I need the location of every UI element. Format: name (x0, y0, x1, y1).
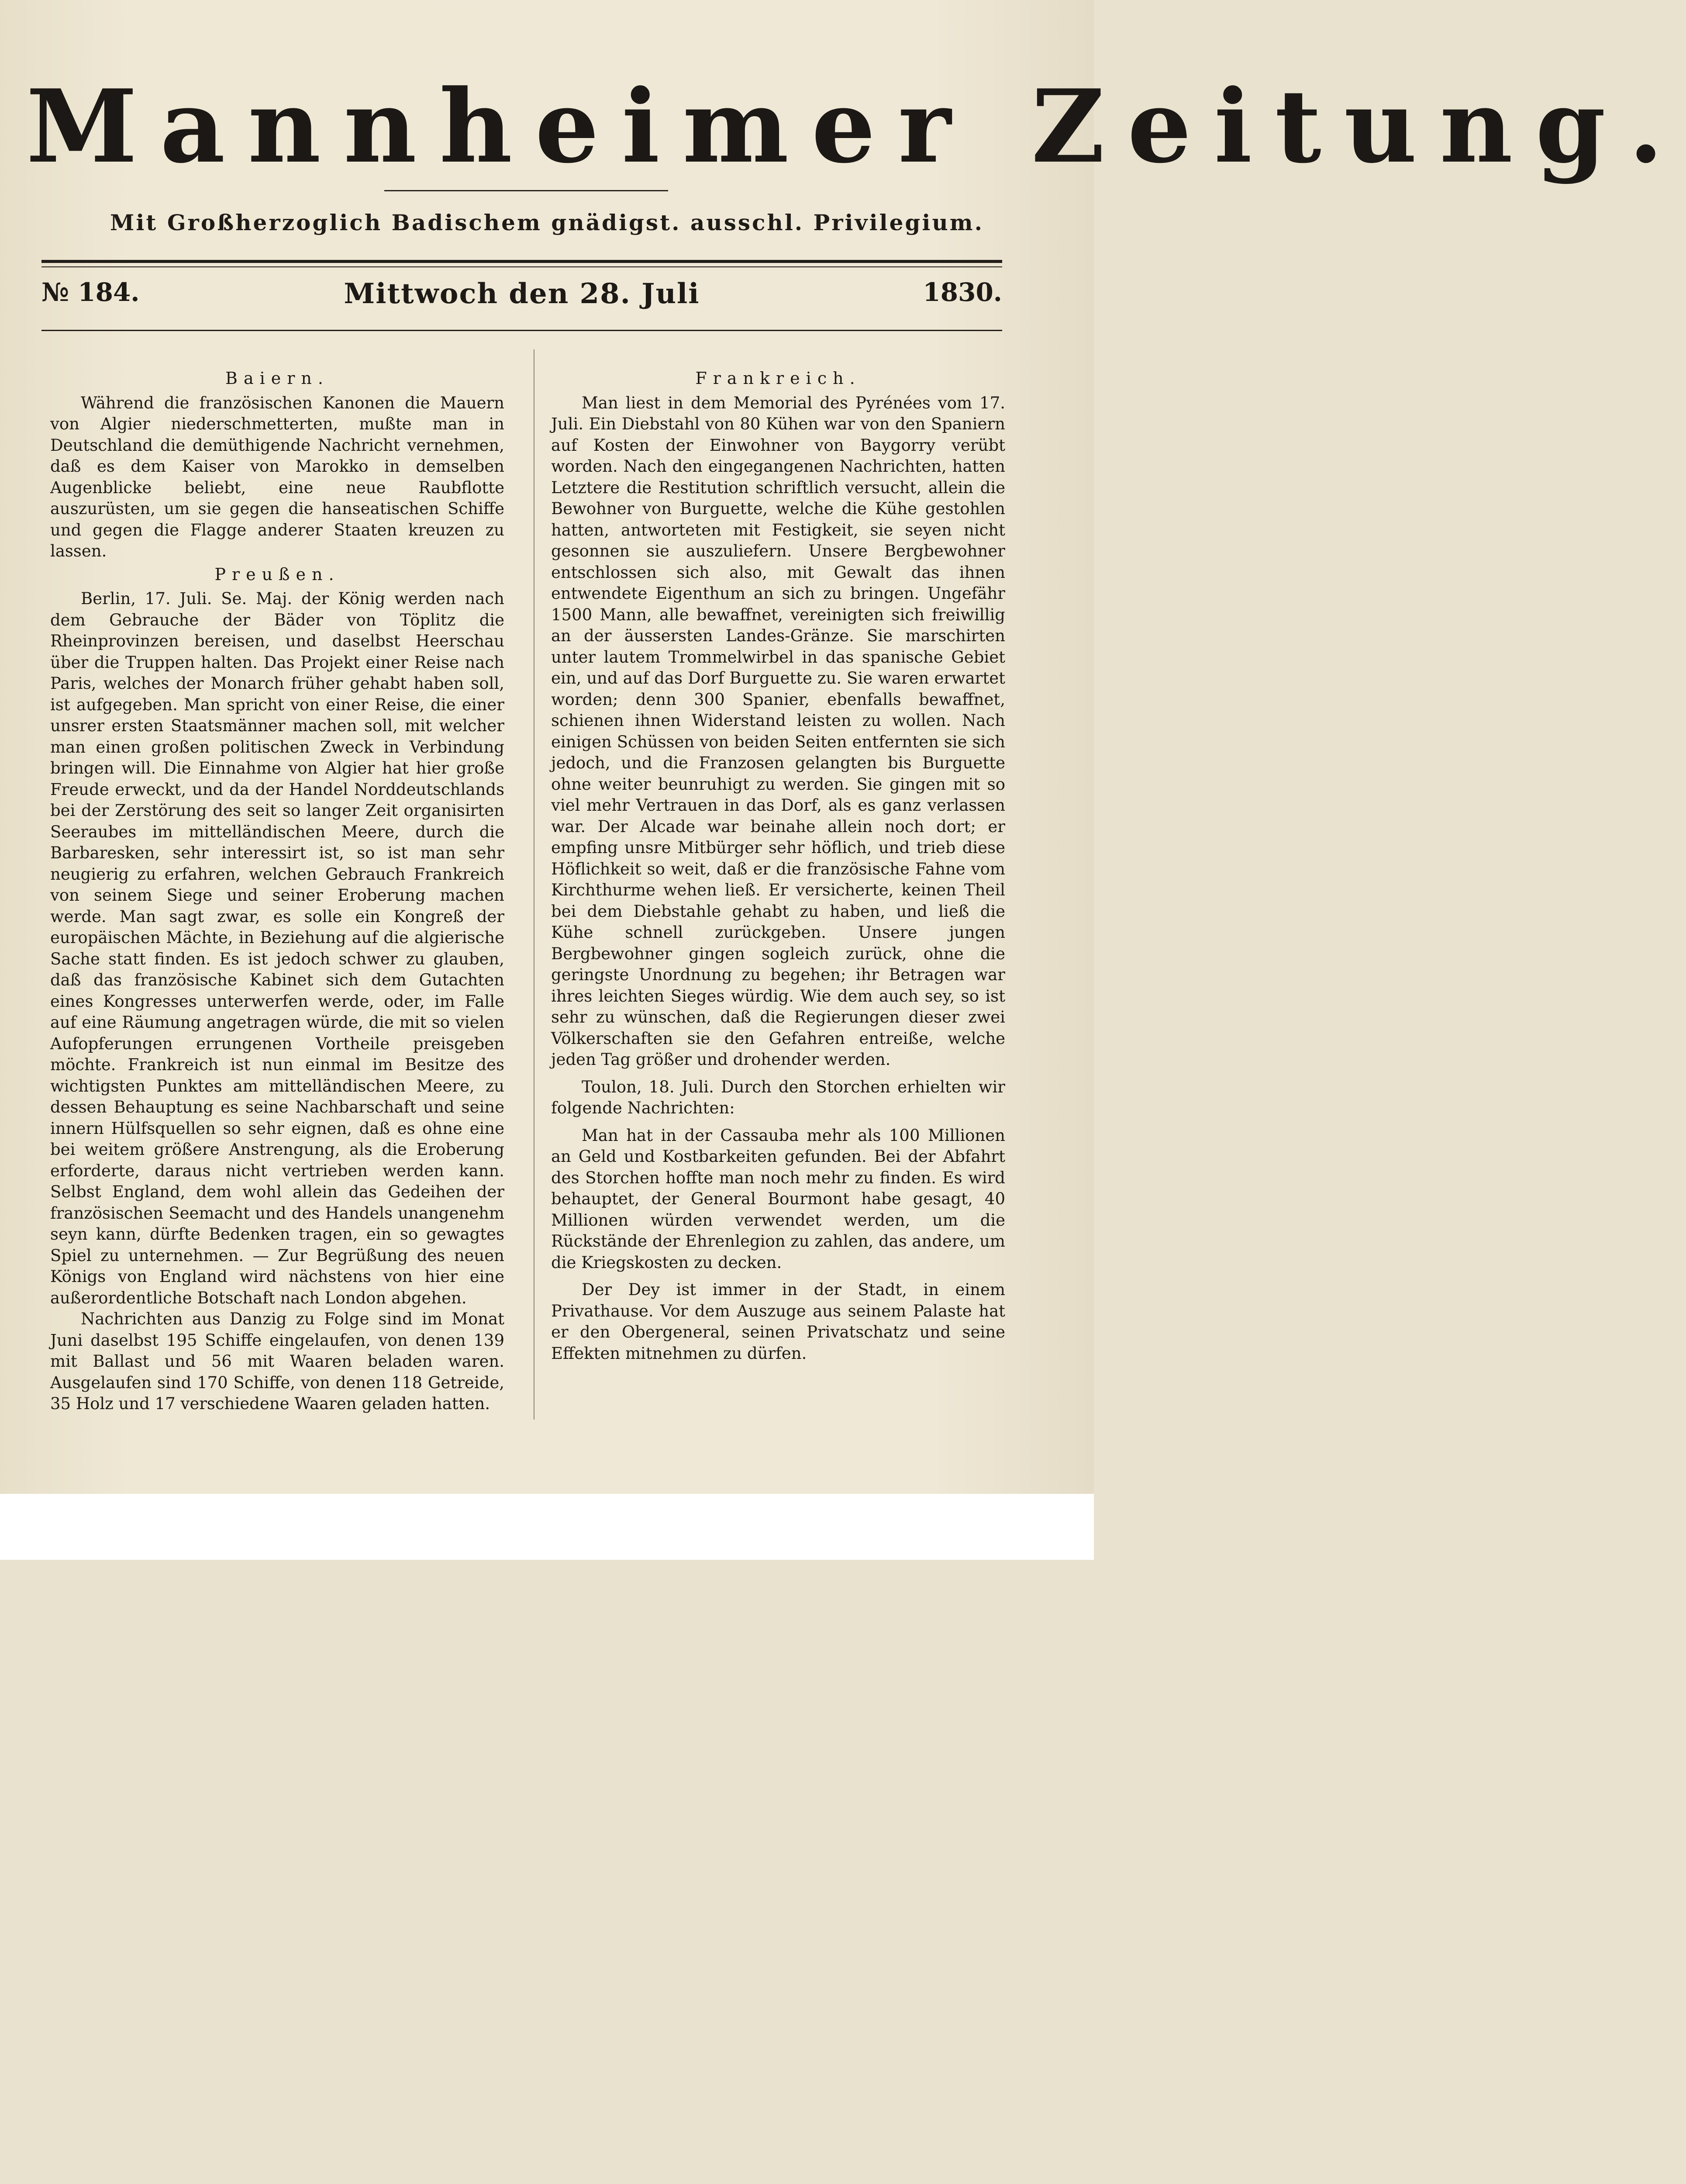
paragraph-gap (551, 1071, 1005, 1077)
paragraph-gap (551, 1119, 1005, 1125)
header-rule-thick (41, 260, 1002, 263)
article-danzig: Nachrichten aus Danzig zu Folge sind im Monat Juni daselbst 195 Schiffe eingelaufen, von denen 139 mit Ballast und 56 mit Waaren beladen waren. Ausgelaufen sind 170 Schiffe, von denen 118 Getreide, 35 Holz und 17 verschiedene Waaren geladen hatten. (50, 1310, 504, 1413)
article-baiern: Während die französischen Kanonen die Mauern von Algier niederschmetterten, mußte man in Deutschland die demüthigende Nachricht vernehmen, daß es dem Kaiser von Marokko in demselben Augenblicke beliebt, eine neue Raubflotte auszurüsten, um sie gegen die hanseatischen Schiffe und gegen die Flagge anderer Staaten kreuzen zu lassen. (50, 393, 504, 560)
header-rule-thin (41, 266, 1002, 267)
section-heading-baiern: Baiern. (225, 369, 329, 388)
section-heading-preussen: Preußen. (214, 564, 340, 584)
article-pyrenees: Man liest in dem Memorial des Pyrénées vom 17. Juli. Ein Diebstahl von 80 Kühen war von den Spaniern auf Kosten der Einwohner von Baygorry verübt worden. Nach den eingegangenen Nachrichten, hatten Letztere die Restitution schriftlich versucht, allein die Bewohner von Burguette, welche die Kühe gestohlen hatten, antworteten mit Festigkeit, sie seyen nicht gesonnen sie auszuliefern. Unsere Bergbewohner entschlossen sich also, mit Gewalt das ihnen entwendete Eigenthum an sich zu bringen. Ungefähr 1500 Mann, alle bewaffnet, vereinigten sich freiwillig an der äussersten Landes-Gränze. Sie marschirten unter lautem Trommelwirbel in das spanische Gebiet ein, und auf das Dorf Burguette zu. Sie waren erwartet worden; denn 300 Spanier, ebenfalls bewaffnet, schienen ihnen Widerstand leisten zu wollen. Nach einigen Schüssen von beiden Seiten entfernten sie sich jedoch, und die Franzosen gelangten bis Burguette ohne weiter beunruhigt zu werden. Sie gingen mit so viel mehr Vertrauen in das Dorf, als es ganz verlassen war. Der Alcade war beinahe allein noch dort; er empfing unsre Mitbürger sehr höflich, und trieb diese Höflichkeit so weit, daß er die französische Fahne vom Kirchthurme wehen ließ. Er versicherte, keinen Theil bei dem Diebstahle gehabt zu haben, und ließ die Kühe schnell zurückgeben. Unsere jungen Bergbewohner gingen sogleich zurück, ohne die geringste Unordnung zu begehen; ihr Betragen war ihres leichten Sieges würdig. Wie dem auch sey, so ist sehr zu wünschen, daß die Regierungen dieser zwei Völkerschaften sie den Gefahren entreiße, welche jeden Tag größer und drohender werden. (551, 393, 1005, 1069)
article-toulon: Toulon, 18. Juli. Durch den Storchen erhielten wir folgende Nachrichten: (551, 1077, 1005, 1117)
article-berlin: Berlin, 17. Juli. Se. Maj. der König werden nach dem Gebrauche der Bäder von Töplitz die Rheinprovinzen bereisen, und daselbst Heerschau über die Truppen halten. Das Projekt einer Reise nach Paris, welches der Monarch früher gehabt haben soll, ist aufgegeben. Man spricht von einer Reise, die einer unsrer ersten Staatsmänner machen soll, mit welcher man einen großen politischen Zweck in Verbindung bringen will. Die Einnahme von Algier hat hier große Freude erweckt, und da der Handel Norddeutschlands bei der Zerstörung des seit so langer Zeit organisirten Seeraubes im mittelländischen Meere, durch die Barbaresken, sehr interessirt ist, so ist man sehr neugierig zu erfahren, welchen Gebrauch Frankreich von seinem Siege und seiner Eroberung machen werde. Man sagt zwar, es solle ein Kongreß der europäischen Mächte, in Beziehung auf die algierische Sache statt finden. Es ist jedoch schwer zu glauben, daß das französische Kabinet sich dem Gutachten eines Kongresses unterwerfen werde, oder, im Falle auf eine Räumung angetragen würde, die mit so vielen Aufopferungen errungenen Vortheile preisgeben möchte. Frankreich ist nun einmal im Besitze des wichtigsten Punktes am mittelländischen Meere, zu dessen Behauptung es seine Nachbarschaft und seine innern Hülfsquellen so sehr eignen, daß es ohne eine bei weitem größere Anstrengung, als die Eroberung erforderte, daraus nicht vertrieben werden kann. Selbst England, dem wohl allein das Gedeihen der französischen Seemacht und des Handels unangenehm seyn kann, dürfte Bedenken tragen, ein so gewagtes Spiel zu unternehmen. — Zur Begrüßung des neuen Königs von England wird nächstens von hier eine außerordentliche Botschaft nach London abgehen. (50, 589, 504, 1307)
library-footer (0, 1494, 1094, 1560)
right-column (551, 366, 1005, 1364)
paragraph-gap (551, 1273, 1005, 1279)
section-heading-frankreich: Frankreich. (695, 369, 861, 388)
dateline-rule (41, 330, 1002, 331)
left-column (50, 366, 504, 1415)
privilege-line: Mit Großherzoglich Badischem gnädigst. ausschl. Privilegium. (110, 210, 984, 235)
issue-number: № 184. (41, 277, 140, 307)
masthead-ornament-rule (384, 190, 668, 191)
issue-year: 1830. (923, 277, 1002, 307)
masthead-title: Mannheimer Zeitung. (26, 68, 1686, 186)
issue-date: Mittwoch den 28. Juli (344, 277, 700, 310)
dateline (41, 277, 1002, 325)
article-cassauba: Man hat in der Cassauba mehr als 100 Millionen an Geld und Kostbarkeiten gefunden. Bei der Abfahrt des Storchen hoffte man noch mehr zu finden. Es wird behauptet, der General Bourmont habe gesagt, 40 Millionen würden verwendet werden, um die Rückstände der Ehrenlegion zu zahlen, das andere, um die Kriegskosten zu decken. (551, 1126, 1005, 1272)
article-dey: Der Dey ist immer in der Stadt, in einem Privathause. Vor dem Auszuge aus seinem Palaste hat er den Obergeneral, seinen Privatschatz und seine Effekten mitnehmen zu dürfen. (551, 1280, 1005, 1363)
